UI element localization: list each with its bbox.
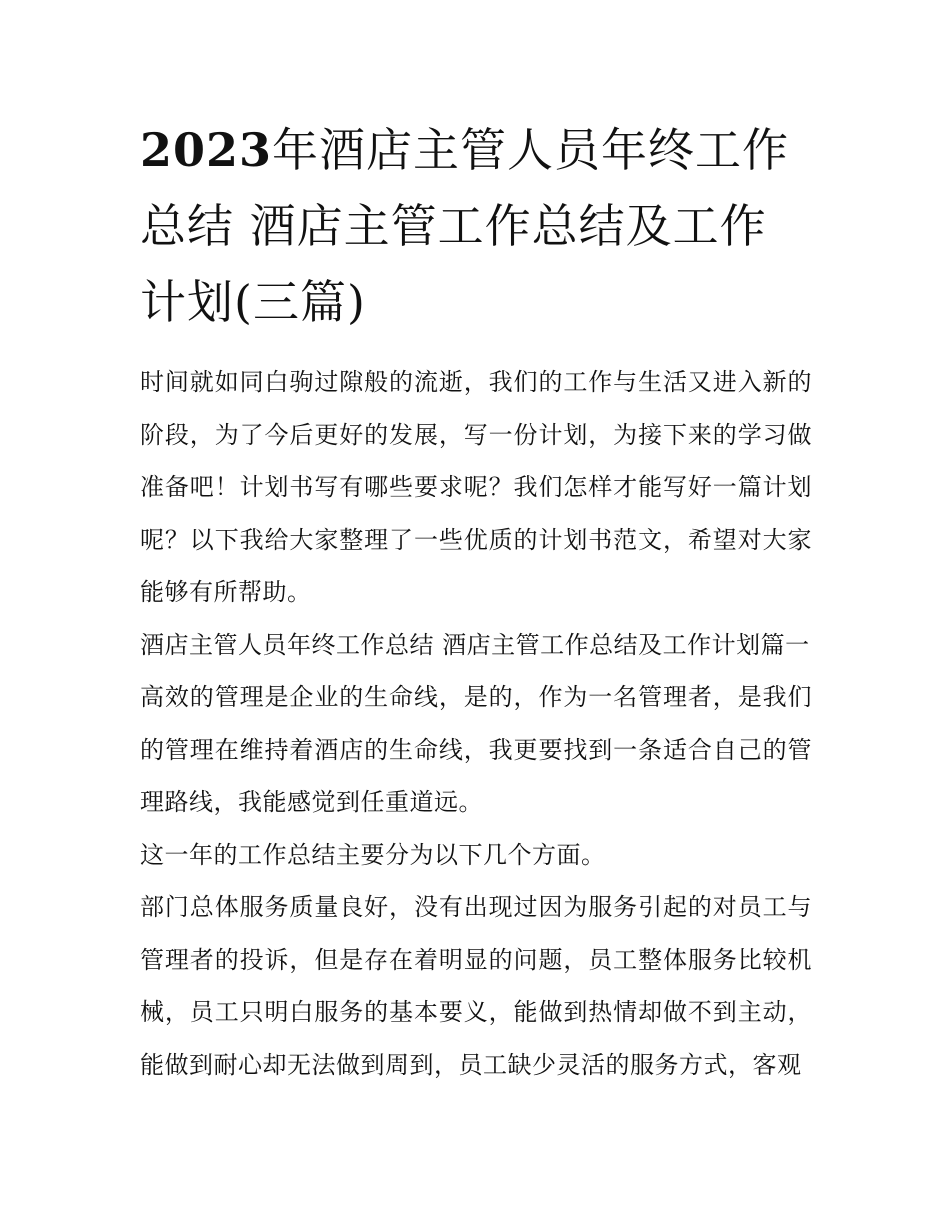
- title-year: 2023: [140, 123, 273, 177]
- section-heading: 酒店主管人员年终工作总结 酒店主管工作总结及工作计划篇一: [140, 630, 810, 659]
- body-paragraph: 这一年的工作总结主要分为以下几个方面。: [140, 840, 606, 869]
- body-paragraph: 高效的管理是企业的生命线，是的，作为一名管理者，是我们的管理在维持着酒店的生命线，我更要找到一条适合自己的管理路线，我能感觉到任重道远。: [140, 683, 812, 816]
- title-text: 年酒店主管人员年终工作总结 酒店主管工作总结及工作计划(三篇): [140, 123, 790, 329]
- intro-paragraph: 时间就如同白驹过隙般的流逝，我们的工作与生活又进入新的阶段，为了今后更好的发展，写一份计划，为接下来的学习做准备吧！计划书写有哪些要求呢？我们怎样才能写好一篇计划呢？以下我给大家整理了一些优质的计划书范文，希望对大家能够有所帮助。: [140, 368, 812, 606]
- body-paragraph: 部门总体服务质量良好，没有出现过因为服务引起的对员工与管理者的投诉，但是存在着明显的问题，员工整体服务比较机械，员工只明白服务的基本要义，能做到热情却做不到主动，能做到耐心却无法做到周到，员工缺少灵活的服务方式，客观: [140, 893, 812, 1079]
- document-title: [140, 112, 812, 340]
- document-page: [140, 112, 812, 1091]
